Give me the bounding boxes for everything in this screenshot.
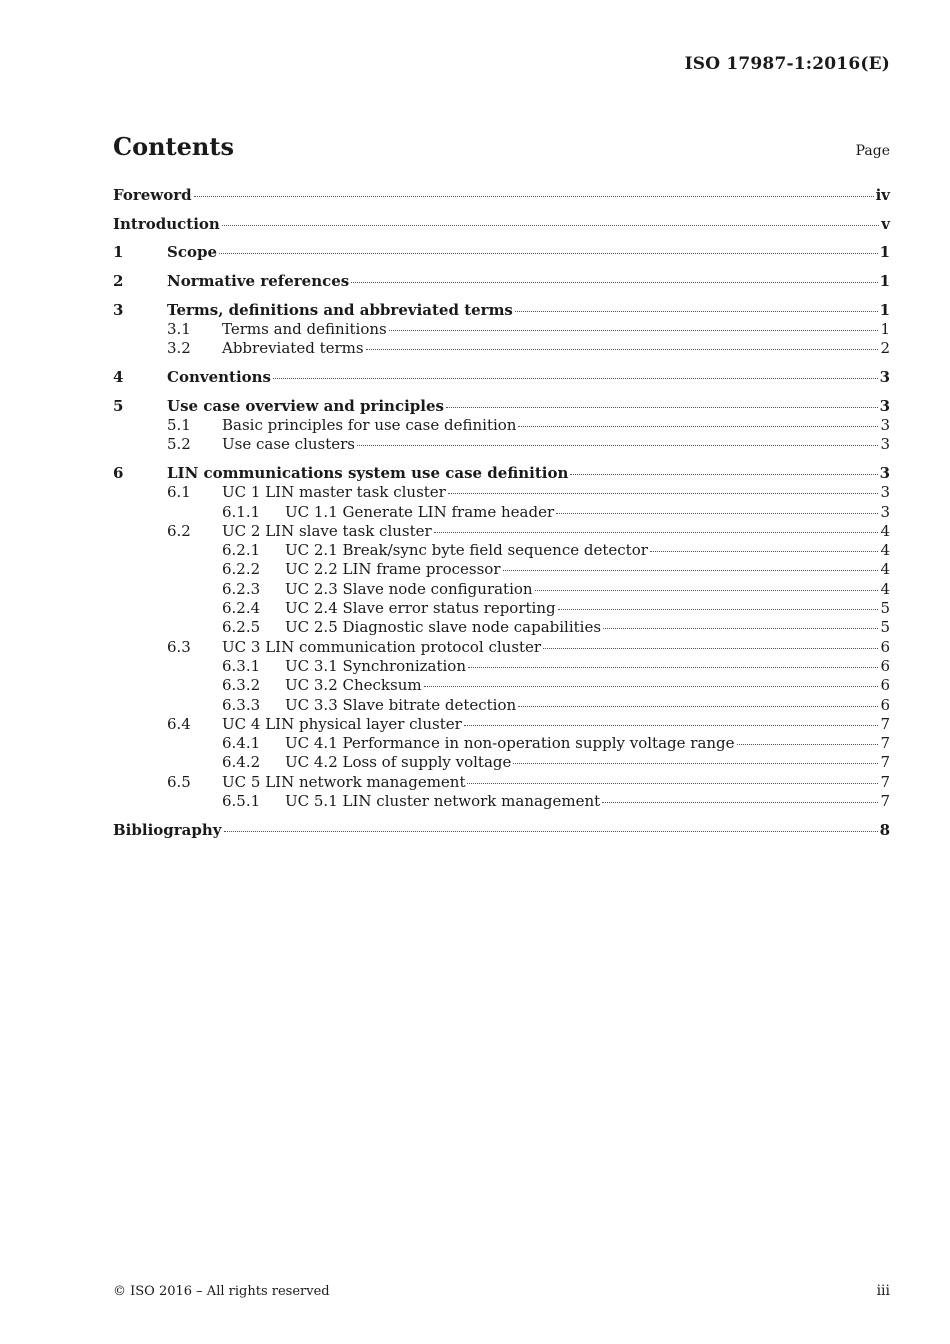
toc-entry-title: UC 2.2 LIN frame processor (285, 560, 501, 579)
toc-entry-number: 6.2.3 (222, 579, 261, 598)
toc-entry[interactable] (113, 580, 890, 599)
toc-entry[interactable] (113, 368, 890, 387)
toc-entry-title: Use case clusters (222, 435, 356, 454)
toc-dot-leader (464, 725, 879, 726)
toc-entry[interactable] (113, 503, 890, 522)
toc-dot-leader (351, 282, 877, 283)
toc-entry-page: 6 (880, 695, 890, 714)
toc-entry[interactable] (113, 272, 890, 291)
toc-entry-number: 5 (113, 396, 124, 415)
toc-entry-page: 3 (879, 464, 890, 482)
toc-entry-page: 3 (880, 416, 890, 435)
toc-entry-page: 7 (880, 734, 890, 753)
toc-dot-leader (603, 628, 878, 629)
toc-entry-page: 6 (880, 676, 890, 695)
toc-entry-title: UC 2.3 Slave node configuration (285, 579, 533, 598)
toc-entry-title: UC 2 LIN slave task cluster (222, 521, 432, 540)
toc-entry[interactable] (113, 464, 890, 483)
toc-dot-leader (467, 783, 878, 784)
toc-entry[interactable] (113, 243, 890, 262)
toc-entry-title: Conventions (167, 368, 271, 387)
toc-entry-number: 6.5.1 (222, 792, 261, 811)
toc-entry-title: Bibliography (113, 820, 222, 839)
toc-entry-page: 7 (880, 772, 890, 791)
toc-entry-title: LIN communications system use case definition (167, 464, 569, 482)
toc-entry[interactable] (113, 599, 890, 618)
toc-entry-number: 4 (113, 368, 124, 387)
toc-dot-leader (650, 551, 879, 552)
toc-entry-number: 5.1 (167, 416, 191, 435)
toc-entry-page: 7 (880, 753, 890, 772)
toc-entry-number: 6.4 (167, 714, 191, 733)
toc-entry-page: 2 (880, 339, 890, 358)
toc-dot-leader (357, 445, 878, 446)
page-column-label: Page (855, 143, 890, 159)
toc-entry-page: 1 (880, 320, 890, 339)
toc-dot-leader (543, 648, 878, 649)
toc-entry-number: 6.3.3 (222, 695, 261, 714)
toc-entry-page: 7 (880, 714, 890, 733)
toc-dot-leader (219, 253, 878, 254)
toc-entry-page: 5 (880, 618, 890, 637)
toc-entry-title: UC 1 LIN master task cluster (222, 483, 446, 502)
toc-entry-number: 3.1 (167, 320, 191, 339)
toc-entry-number: 6.1 (167, 483, 191, 502)
toc-entry[interactable] (113, 339, 890, 358)
toc-entry-page: 7 (880, 792, 890, 811)
toc-entry[interactable] (113, 753, 890, 772)
toc-entry-title: Use case overview and principles (167, 396, 444, 415)
toc-entry-page: 6 (880, 637, 890, 656)
toc-entry-title: Normative references (167, 272, 350, 291)
toc-entry-title: UC 4.2 Loss of supply voltage (285, 753, 512, 772)
toc-entry-number: 1 (113, 243, 124, 262)
toc-entry[interactable] (113, 618, 890, 637)
toc-entry-number: 3 (113, 300, 124, 319)
toc-entry-number: 6.2.1 (222, 541, 261, 560)
toc-entry-number: 6.2.4 (222, 599, 261, 618)
toc-entry[interactable] (113, 416, 890, 435)
toc-entry-title: Terms and definitions (222, 320, 387, 339)
toc-dot-leader (518, 426, 878, 427)
toc-entry-page: 4 (880, 541, 890, 560)
toc-entry-number: 5.2 (167, 435, 191, 454)
toc-entry-number: 6.4.1 (222, 734, 261, 753)
toc-entry-title: Abbreviated terms (222, 339, 364, 358)
toc-entry[interactable] (113, 397, 890, 416)
toc-entry-number: 6 (113, 464, 124, 482)
toc-entry[interactable] (113, 560, 890, 579)
toc-dot-leader (558, 609, 879, 610)
toc-entry-title: UC 3.2 Checksum (285, 676, 422, 695)
toc-entry[interactable] (113, 215, 890, 234)
table-of-contents (113, 186, 890, 840)
toc-entry[interactable] (113, 773, 890, 792)
toc-entry-page: 1 (879, 300, 890, 319)
toc-dot-leader (737, 744, 879, 745)
toc-entry-page: 3 (879, 396, 890, 415)
toc-dot-leader (602, 802, 878, 803)
document-id: ISO 17987-1:2016(E) (684, 54, 890, 74)
toc-entry[interactable] (113, 715, 890, 734)
toc-dot-leader (503, 570, 879, 571)
toc-entry-title: Introduction (113, 214, 220, 233)
toc-dot-leader (515, 311, 878, 312)
toc-entry-page: 1 (879, 243, 890, 262)
toc-entry-title: UC 4 LIN physical layer cluster (222, 714, 462, 733)
toc-entry-page: iv (875, 186, 890, 204)
toc-entry-number: 2 (113, 272, 124, 291)
toc-entry[interactable] (113, 483, 890, 502)
toc-entry-title: Foreword (113, 186, 192, 204)
toc-entry[interactable] (113, 522, 890, 541)
toc-entry[interactable] (113, 734, 890, 753)
toc-dot-leader (468, 667, 878, 668)
toc-entry[interactable] (113, 320, 890, 339)
copyright-notice: © ISO 2016 – All rights reserved (113, 1284, 330, 1299)
toc-entry-title: UC 1.1 Generate LIN frame header (285, 502, 555, 521)
toc-entry[interactable] (113, 638, 890, 657)
toc-entry-number: 6.2.2 (222, 560, 261, 579)
toc-entry-title: UC 5.1 LIN cluster network management (285, 792, 601, 811)
toc-entry-title: UC 3 LIN communication protocol cluster (222, 637, 542, 656)
toc-dot-leader (513, 763, 878, 764)
toc-entry-number: 6.5 (167, 772, 191, 791)
toc-entry[interactable] (113, 696, 890, 715)
toc-dot-leader (518, 706, 878, 707)
toc-dot-leader (556, 513, 878, 514)
toc-entry[interactable] (113, 821, 890, 840)
toc-entry-number: 3.2 (167, 339, 191, 358)
toc-dot-leader (535, 590, 879, 591)
toc-entry[interactable] (113, 676, 890, 695)
toc-entry-page: 3 (879, 368, 890, 387)
toc-entry-title: Basic principles for use case definition (222, 416, 517, 435)
toc-entry-number: 6.3 (167, 637, 191, 656)
toc-entry-page: 3 (880, 435, 890, 454)
toc-entry[interactable] (113, 541, 890, 560)
toc-dot-leader (194, 196, 874, 197)
toc-entry-number: 6.2.5 (222, 618, 261, 637)
toc-entry-page: 3 (880, 502, 890, 521)
toc-entry[interactable] (113, 186, 890, 205)
toc-dot-leader (570, 474, 877, 475)
toc-entry-title: UC 3.3 Slave bitrate detection (285, 695, 517, 714)
toc-entry-page: 4 (880, 579, 890, 598)
toc-entry-page: 3 (880, 483, 890, 502)
toc-entry[interactable] (113, 792, 890, 811)
toc-dot-leader (224, 831, 878, 832)
toc-entry-title: Scope (167, 243, 218, 262)
toc-entry-number: 6.3.2 (222, 676, 261, 695)
toc-dot-leader (273, 378, 878, 379)
toc-dot-leader (424, 686, 879, 687)
toc-entry-title: UC 2.4 Slave error status reporting (285, 599, 556, 618)
toc-entry-number: 6.2 (167, 521, 191, 540)
toc-dot-leader (434, 532, 879, 533)
toc-entry-page: 4 (880, 560, 890, 579)
toc-dot-leader (446, 407, 878, 408)
toc-entry-title: UC 3.1 Synchronization (285, 656, 467, 675)
toc-entry-title: UC 4.1 Performance in non-operation supply voltage range (285, 734, 735, 753)
toc-dot-leader (222, 225, 879, 226)
toc-entry[interactable] (113, 657, 890, 676)
toc-entry-title: UC 5 LIN network management (222, 772, 466, 791)
toc-entry-number: 6.4.2 (222, 753, 261, 772)
toc-entry[interactable] (113, 435, 890, 454)
toc-entry-page: 1 (879, 272, 890, 291)
toc-entry-page: 8 (879, 820, 890, 839)
toc-entry-title: Terms, definitions and abbreviated terms (167, 300, 513, 319)
toc-entry-title: UC 2.5 Diagnostic slave node capabilities (285, 618, 602, 637)
toc-entry-page: 6 (880, 656, 890, 675)
toc-dot-leader (389, 330, 879, 331)
toc-entry-number: 6.1.1 (222, 502, 261, 521)
toc-entry-page: 4 (880, 521, 890, 540)
toc-entry-page: 5 (880, 599, 890, 618)
footer-page-number: iii (876, 1283, 890, 1299)
toc-dot-leader (366, 349, 879, 350)
contents-heading: Contents (113, 132, 234, 161)
toc-entry-page: v (881, 214, 890, 233)
toc-entry-title: UC 2.1 Break/sync byte field sequence detector (285, 541, 648, 560)
toc-entry[interactable] (113, 301, 890, 320)
toc-dot-leader (448, 493, 879, 494)
toc-entry-number: 6.3.1 (222, 656, 261, 675)
